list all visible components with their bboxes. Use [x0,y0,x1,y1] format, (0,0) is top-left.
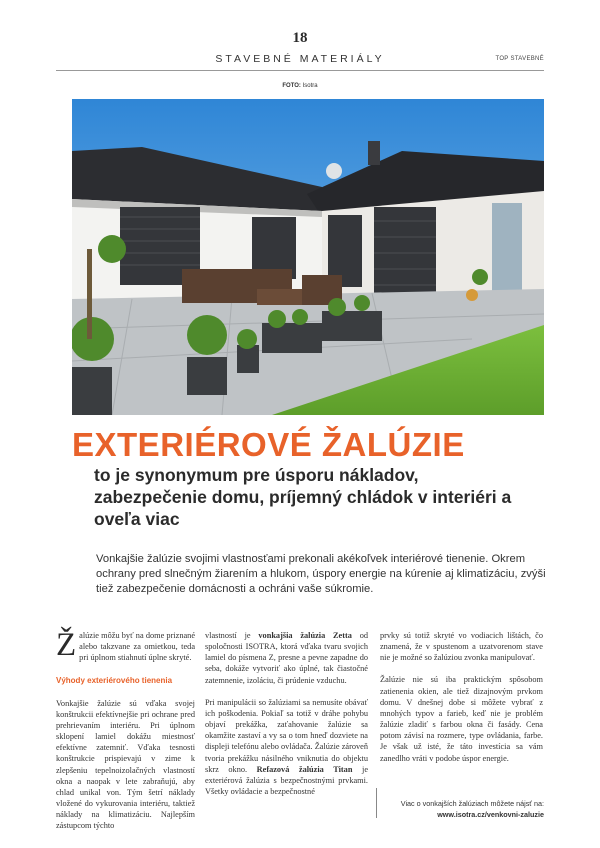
paragraph [205,697,368,797]
text-column-3 [380,630,543,764]
photo-credit-name: Isotra [302,83,318,89]
text-column-1 [56,627,195,832]
more-info-note [382,798,544,820]
paragraph-text: od spoločnosti ISOTRA, ktorá vďaka tvaru svojich lamiel do písmena Z, presne a pevne zapadne do seba, dokáže vytvoriť ako úplné, tak čiastočné zatemnenie, izoláciu, či prúdenie vzduchu. [205,631,369,685]
product-name-zetta: vonkajšia žalúzia Zetta [258,631,352,640]
paragraph-text: je exteriérová žalúzia s bezpečnostnými prvkami. Všetky ovládacie a bezpečnostné [205,764,369,797]
paragraph-gap [380,663,543,674]
photo-credit-label: FOTO: [282,83,301,89]
info-divider [376,788,377,818]
paragraph-gap [205,686,368,697]
article-subtitle: to je synonymum pre úsporu nákladov, zabezpečenie domu, príjemný chládok v interiéri a oveľa viac [94,465,512,529]
photo-credit [0,83,600,89]
magazine-brand: TOP STAVEBNÉ [495,56,544,62]
section-heading: Výhody exteriérového tienenia [56,676,173,686]
article-lead: Vonkajšie žalúzie svojimi vlastnosťami prekonali akékoľvek interiérové tienenie. Okrem ochrany pred slnečným žiarením a hlukom, úspory energie na kúrenie aj klimatizáciu, zvýši tiež zabezpečenie domácnosti a ochráni vaše súkromie. [96,553,546,595]
paragraph-text: vlastností je [205,631,259,640]
paragraph [56,627,195,663]
house-terrace-photo [72,99,544,415]
text-column-2 [205,630,368,797]
product-name-titan: Refazová žalúzia Titan [256,764,353,774]
more-info-link[interactable]: www.isotra.cz/venkovni-zaluzie [437,810,544,819]
paragraph [205,630,368,686]
paragraph-text: alúzie môžu byť na dome priznané alebo takzvane za omietkou, teda pri úplnom stiahnutí úplne skryté. [79,631,195,663]
drop-cap: Ž [56,627,77,663]
paragraph: Žalúzie nie sú iba praktickým spôsobom zatienenia okien, ale tiež dizajnovým prvkom domu. V dnešnej dobe si môžete vybrať z mnohých typov a farieb, keď nie je problém žalúzie zladiť s farbou okna či fasády. Cena potom závisí na rozmere, type ovládania, farbe. Je však už isté, že táto investícia sa vám zanedlho vráti v podobe úspor energie. [380,675,543,763]
paragraph: Vonkajšie žalúzie sú vďaka svojej konštrukcii efektívnejšie pri ochrane pred prehrievaním interiéru. Pri úplnom sklopení lamiel dokážu miestnosť efektívne zatemniť. Vďaka tesnosti konštrukcie prispievajú v zime k zlepšeniu tepelnoizolačných vlastností okna a naopak v lete zabraňujú, aby chlad unikal von. Tým šetrí náklady vložené do vykurovania interiéru, taktiež náklady na klimatizáciu. Najlepším zástupcom týchto [56,698,195,831]
page-number: 18 [292,30,308,46]
paragraph: prvky sú totiž skryté vo vodiacich lištách, čo znamená, že v spustenom a uzatvorenom stave nie je možné so žalúziou zvonka manipulovať. [380,631,543,663]
header-rule [56,70,544,71]
paragraph-text: Pri manipulácii so žalúziami sa nemusíte obávať ich poškodenia. Pokiaľ sa totiž v dráhe pohybu objaví prekážka, zaťahovanie žalúzie sa okamžite zastaví a vy sa o tom hneď dozviete na displeji telefónu alebo ovládača. Žalúzie zároveň tvoria prekážku násilného vniknutia do objektu skrz okno. [205,697,368,774]
article-title: EXTERIÉROVÉ ŽALÚZIE [72,426,465,463]
more-info-text: Viac o vonkajších žalúziach môžete nájsť na: [400,799,544,808]
house-illustration [72,99,544,415]
section-title: STAVEBNÉ MATERIÁLY [215,53,385,65]
